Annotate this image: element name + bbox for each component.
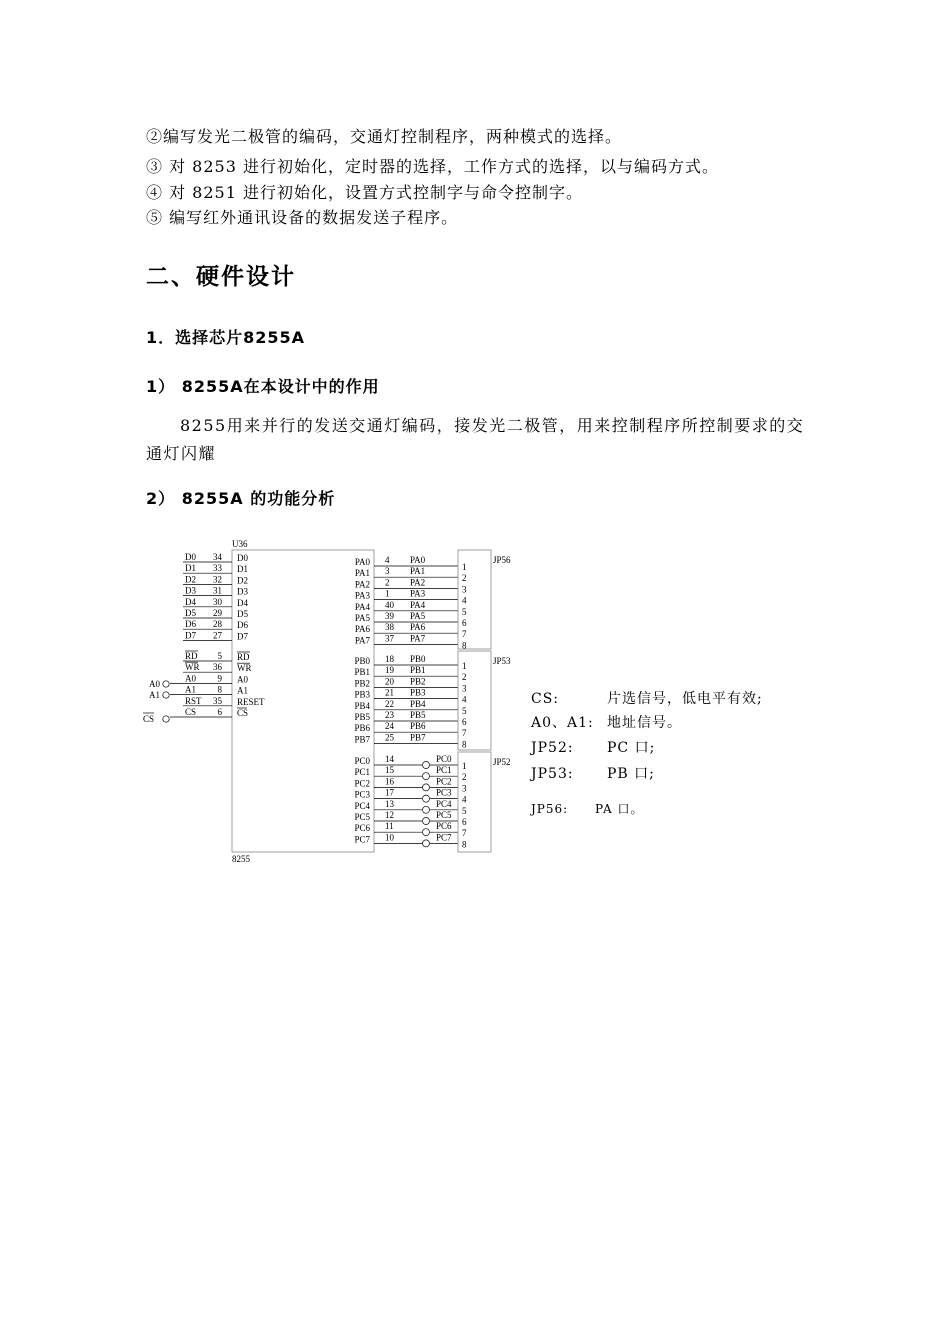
connector-pin-number: 1 bbox=[462, 562, 467, 572]
connector-pin-number: 6 bbox=[462, 817, 467, 827]
pin-number: 24 bbox=[385, 721, 394, 732]
chip-pin-label: D6 bbox=[237, 620, 248, 631]
chip-pin-label: PB6 bbox=[354, 723, 370, 734]
pin-number: 2 bbox=[385, 577, 390, 588]
legend-jp53 bbox=[531, 763, 655, 783]
pin-number: 22 bbox=[385, 698, 394, 709]
chip-pin-label: A1 bbox=[237, 685, 248, 696]
terminal-circle bbox=[423, 784, 430, 791]
ext-terminal-label: A0 bbox=[149, 679, 160, 689]
port-net-label: PA2 bbox=[410, 577, 426, 588]
port-net-label: PB1 bbox=[410, 665, 426, 676]
data-net-label: D4 bbox=[185, 596, 196, 607]
legend-value: 地址信号。 bbox=[607, 715, 682, 731]
terminal-circle bbox=[423, 806, 430, 813]
connector-pin-number: 3 bbox=[462, 584, 467, 595]
chip-pin-label: D3 bbox=[237, 586, 248, 597]
pin-number: 4 bbox=[385, 555, 390, 565]
port-net-label: PA3 bbox=[410, 588, 426, 599]
data-net-label: D2 bbox=[185, 574, 196, 585]
intro-item-5: ⑤ 编写红外通讯设备的数据发送子程序。 bbox=[146, 208, 459, 227]
chip-pin-label: PC5 bbox=[354, 812, 370, 822]
chip-pin-label: D4 bbox=[237, 597, 248, 608]
chip-pin-label: PC4 bbox=[354, 800, 370, 811]
terminal-circle bbox=[423, 795, 430, 802]
terminal-circle bbox=[423, 829, 430, 836]
pin-number: 9 bbox=[217, 673, 222, 684]
chip-pin-label: PC7 bbox=[354, 834, 370, 845]
ctrl-net-label: A1 bbox=[185, 684, 196, 695]
pin-number: 19 bbox=[385, 665, 394, 676]
port-net-label: PA5 bbox=[410, 611, 426, 621]
port-net-label: PC5 bbox=[436, 810, 452, 820]
pin-number: 35 bbox=[213, 695, 222, 706]
port-net-label: PC6 bbox=[436, 821, 452, 832]
connector-pin-number: 2 bbox=[462, 772, 467, 783]
port-net-label: PC3 bbox=[436, 787, 452, 798]
data-net-label: D1 bbox=[185, 563, 196, 574]
terminal-circle bbox=[423, 818, 430, 825]
ctrl-net-label: RD bbox=[185, 651, 198, 661]
pin-number: 20 bbox=[385, 676, 394, 687]
connector-pin-number: 4 bbox=[462, 794, 467, 805]
legend-key: JP56: bbox=[531, 802, 569, 816]
terminal-circle bbox=[423, 840, 430, 847]
role-paragraph: 8255用来并行的发送交通灯编码，接发光二极管，用来控制程序所控制要求的交通灯闪耀 bbox=[146, 416, 805, 463]
connector-pin-number: 1 bbox=[462, 761, 467, 771]
ctrl-net-label: WR bbox=[185, 662, 200, 673]
port-net-label: PA0 bbox=[410, 555, 426, 565]
subsection-title: 1．选择芯片8255A bbox=[146, 328, 306, 347]
port-net-label: PB7 bbox=[410, 732, 426, 743]
legend-value: PB 口; bbox=[607, 766, 655, 782]
pin-number: 1 bbox=[385, 588, 390, 599]
legend-cs bbox=[531, 688, 763, 708]
pin-number: 11 bbox=[385, 821, 394, 832]
connector-pin-number: 7 bbox=[462, 629, 467, 640]
chip-pin-label: PB4 bbox=[354, 700, 370, 711]
pin-number: 29 bbox=[213, 608, 222, 618]
port-net-label: PC4 bbox=[436, 798, 452, 809]
connector-label: JP53 bbox=[493, 656, 511, 666]
chip-pin-label: PC2 bbox=[354, 778, 370, 789]
terminal-circle bbox=[163, 716, 169, 722]
legend-key: CS: bbox=[531, 691, 560, 707]
chip-pin-label: PB0 bbox=[354, 656, 370, 666]
pin-number: 18 bbox=[385, 654, 394, 664]
chip-pin-label: PA5 bbox=[354, 613, 370, 623]
chip-pin-label: PA0 bbox=[354, 557, 370, 567]
pin-number: 17 bbox=[385, 787, 394, 798]
legend-value: PC 口; bbox=[607, 740, 656, 756]
port-net-label: PB3 bbox=[410, 687, 426, 698]
port-net-label: PA7 bbox=[410, 633, 426, 644]
chip-pin-label: PB5 bbox=[354, 712, 370, 722]
connector-pin-number: 6 bbox=[462, 717, 467, 727]
port-net-label: PA1 bbox=[410, 566, 426, 577]
pin-number: 30 bbox=[213, 596, 222, 607]
port-net-label: PB4 bbox=[410, 698, 426, 709]
pin-number: 15 bbox=[385, 765, 394, 776]
connector-pin-number: 7 bbox=[462, 828, 467, 839]
pin-number: 23 bbox=[385, 710, 394, 720]
ctrl-net-label: A0 bbox=[185, 673, 196, 684]
port-net-label: PB0 bbox=[410, 654, 426, 664]
pin-number: 31 bbox=[213, 585, 222, 596]
legend-value: PA 口。 bbox=[595, 802, 644, 816]
legend-a0-a1 bbox=[531, 712, 682, 732]
chip-pin-label: PB3 bbox=[354, 689, 370, 700]
terminal-circle bbox=[423, 762, 430, 769]
chip-pin-label: WR bbox=[237, 663, 252, 674]
chip-pin-label: D5 bbox=[237, 609, 248, 619]
terminal-circle bbox=[163, 681, 169, 687]
chip-pin-label: PC6 bbox=[354, 823, 370, 834]
pin-number: 38 bbox=[385, 622, 394, 633]
chip-pin-label: RESET bbox=[237, 696, 265, 707]
port-net-label: PC0 bbox=[436, 754, 452, 764]
ctrl-net-label: RST bbox=[185, 695, 202, 706]
connector-pin-number: 8 bbox=[462, 839, 467, 850]
pin-number: 28 bbox=[213, 619, 222, 630]
port-net-label: PC2 bbox=[436, 776, 452, 787]
section-title: 二、硬件设计 bbox=[146, 264, 296, 290]
chip-pin-label: PC0 bbox=[354, 756, 370, 766]
connector-label: JP52 bbox=[493, 757, 511, 767]
port-net-label: PB5 bbox=[410, 710, 426, 720]
connector-pin-number: 4 bbox=[462, 694, 467, 705]
connector-pin-number: 3 bbox=[462, 683, 467, 694]
pin-number: 5 bbox=[217, 651, 222, 661]
chip-pin-label: PB2 bbox=[354, 678, 370, 689]
ext-terminal-label: A1 bbox=[149, 690, 160, 700]
connector-pin-number: 5 bbox=[462, 606, 467, 617]
chip-pin-label: PB1 bbox=[354, 667, 370, 678]
chip-pin-label: PA6 bbox=[354, 624, 370, 635]
connector-pin-number: 2 bbox=[462, 672, 467, 683]
port-net-label: PC1 bbox=[436, 765, 452, 776]
pin-number: 37 bbox=[385, 633, 394, 644]
terminal-circle bbox=[423, 773, 430, 780]
pin-number: 8 bbox=[217, 684, 222, 695]
pin-number: 25 bbox=[385, 732, 394, 743]
pin-number: 36 bbox=[213, 662, 222, 673]
chip-pin-label: PA1 bbox=[354, 568, 370, 579]
chip-pin-label: D2 bbox=[237, 575, 248, 586]
pin-number: 13 bbox=[385, 798, 394, 809]
legend-jp56 bbox=[531, 800, 643, 817]
pin-number: 34 bbox=[213, 552, 222, 562]
data-net-label: D7 bbox=[185, 630, 196, 641]
chip-pin-label: RD bbox=[237, 652, 250, 662]
pin-number: 33 bbox=[213, 563, 222, 574]
pin-number: 21 bbox=[385, 687, 394, 698]
legend-key: JP53: bbox=[531, 766, 574, 782]
chip-pin-label: PA4 bbox=[354, 601, 370, 612]
chip-pin-label: A0 bbox=[237, 674, 248, 685]
intro-item-4: ④ 对 8251 进行初始化，设置方式控制字与命令控制字。 bbox=[146, 183, 583, 202]
chip-pin-label: D7 bbox=[237, 631, 248, 642]
chip-pin-label: CS bbox=[237, 708, 249, 718]
chip-8255-schematic bbox=[0, 530, 520, 870]
pin-number: 16 bbox=[385, 776, 394, 787]
connector-pin-number: 2 bbox=[462, 573, 467, 584]
pin-number: 27 bbox=[213, 630, 222, 641]
connector-pin-number: 6 bbox=[462, 618, 467, 628]
port-net-label: PC7 bbox=[436, 832, 452, 843]
connector-pin-number: 3 bbox=[462, 783, 467, 794]
chip-name-label: 8255 bbox=[232, 854, 250, 864]
pin-number: 10 bbox=[385, 832, 394, 843]
connector-pin-number: 5 bbox=[462, 705, 467, 716]
chip-pin-label: PC1 bbox=[354, 767, 370, 778]
legend-key: JP52: bbox=[531, 740, 574, 756]
chip-pin-label: D1 bbox=[237, 564, 248, 575]
data-net-label: D3 bbox=[185, 585, 196, 596]
terminal-circle bbox=[163, 692, 169, 698]
pin-number: 40 bbox=[385, 599, 394, 610]
pin-number: 3 bbox=[385, 566, 390, 577]
connector-pin-number: 4 bbox=[462, 595, 467, 606]
chip-pin-label: PA2 bbox=[354, 579, 370, 590]
connector-pin-number: 8 bbox=[462, 640, 467, 651]
connector-pin-number: 7 bbox=[462, 728, 467, 739]
intro-item-2: ②编写发光二极管的编码，交通灯控制程序，两种模式的选择。 bbox=[146, 127, 623, 146]
port-net-label: PB2 bbox=[410, 676, 426, 687]
data-net-label: D5 bbox=[185, 608, 196, 618]
chip-pin-label: PB7 bbox=[354, 734, 370, 745]
data-net-label: D0 bbox=[185, 552, 196, 562]
pin-number: 39 bbox=[385, 611, 394, 621]
chip-pin-label: PA7 bbox=[354, 635, 370, 646]
subsection-role-title: 1） 8255A在本设计中的作用 bbox=[146, 377, 380, 396]
chip-ref-label: U36 bbox=[232, 539, 248, 549]
intro-item-3: ③ 对 8253 进行初始化，定时器的选择，工作方式的选择，以与编码方式。 bbox=[146, 157, 719, 176]
ext-terminal-label: CS bbox=[142, 714, 154, 724]
legend-value: 片选信号，低电平有效; bbox=[607, 691, 763, 707]
port-net-label: PB6 bbox=[410, 721, 426, 732]
chip-pin-label: PC3 bbox=[354, 789, 370, 800]
chip-pin-label: D0 bbox=[237, 553, 248, 563]
connector-pin-number: 5 bbox=[462, 805, 467, 816]
data-net-label: D6 bbox=[185, 619, 196, 630]
port-net-label: PA4 bbox=[410, 599, 426, 610]
port-net-label: PA6 bbox=[410, 622, 426, 633]
ctrl-net-label: CS bbox=[185, 707, 197, 717]
pin-number: 14 bbox=[385, 754, 394, 764]
connector-pin-number: 8 bbox=[462, 739, 467, 750]
pin-number: 32 bbox=[213, 574, 222, 585]
connector-pin-number: 1 bbox=[462, 661, 467, 671]
legend-jp52 bbox=[531, 737, 655, 757]
pin-number: 12 bbox=[385, 810, 394, 820]
subsection-function-title: 2） 8255A 的功能分析 bbox=[146, 489, 336, 508]
legend-key: A0、A1: bbox=[531, 715, 594, 731]
pin-number: 6 bbox=[217, 707, 222, 717]
chip-pin-label: PA3 bbox=[354, 590, 370, 601]
connector-label: JP56 bbox=[493, 555, 511, 565]
